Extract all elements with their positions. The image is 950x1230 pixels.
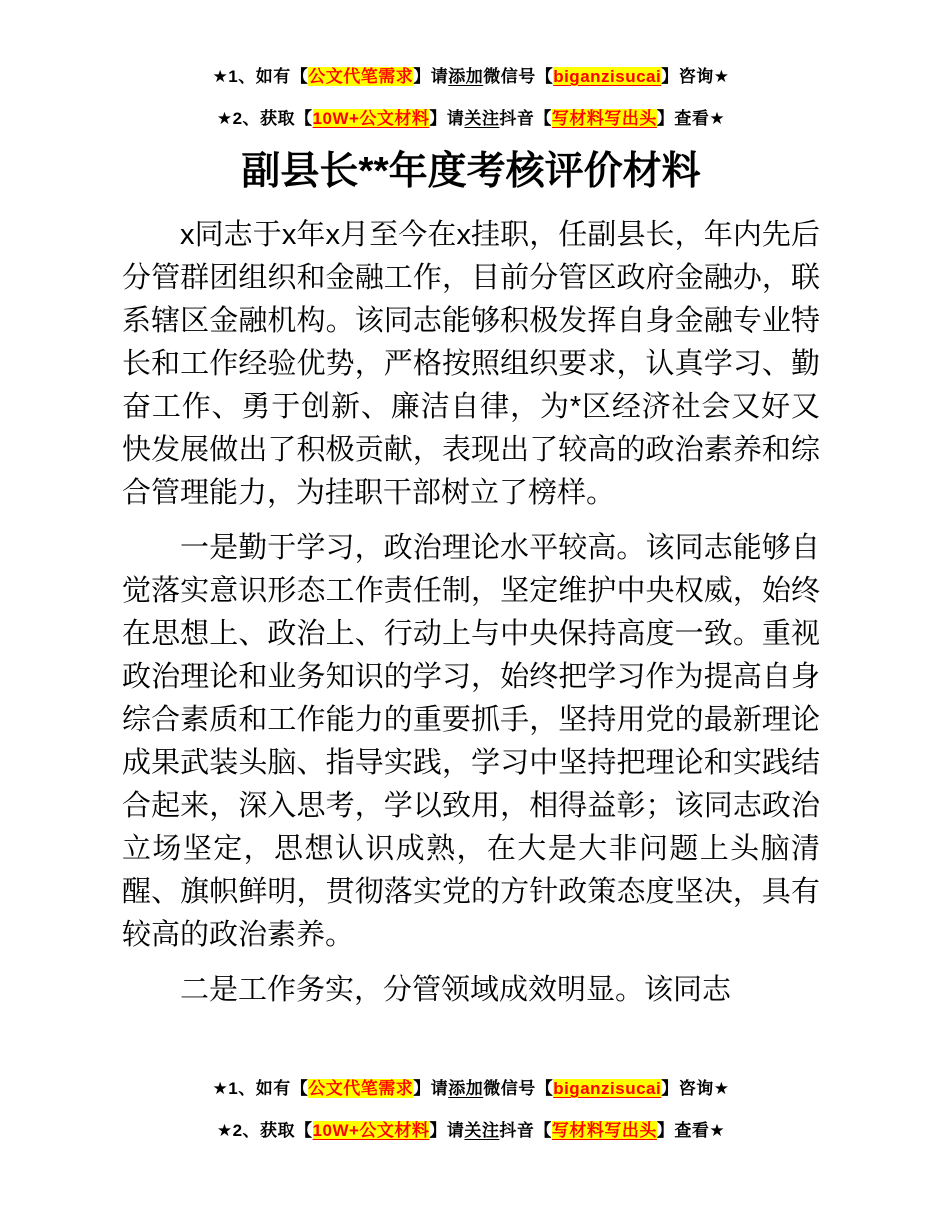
- header-promo: [122, 56, 820, 140]
- footer-promo1-underline-add: 添加: [448, 1079, 484, 1098]
- footer-promo2-mid2: 抖音【: [499, 1121, 552, 1140]
- footer-promo2-prefix: ★2、获取【: [216, 1121, 313, 1140]
- footer-promo-line-1: [122, 1068, 820, 1110]
- footer-promo-line-2: [122, 1110, 820, 1152]
- promo2-prefix: ★2、获取【: [216, 109, 313, 128]
- promo1-highlight-service-need: 公文代笔需求: [308, 67, 414, 86]
- footer-promo2-underline-follow: 关注: [464, 1121, 500, 1140]
- footer-promo1-suffix: 】咨询★: [661, 1079, 730, 1098]
- blank-space: [122, 1012, 820, 1068]
- footer-promo2-highlight-douyin-id: 写材料写出头: [551, 1121, 657, 1140]
- promo1-suffix: 】咨询★: [661, 67, 730, 86]
- promo1-mid1: 】请: [413, 67, 449, 86]
- document-body: [122, 202, 820, 1012]
- header-promo-line-1: [122, 56, 820, 98]
- paragraph-intro: x同志于x年x月至今在x挂职，任副县长，年内先后分管群团组织和金融工作，目前分管区政府金融办，联系辖区金融机构。该同志能够积极发挥自身金融专业特长和工作经验优势，严格按照组织要求，认真学习、勤奋工作、勇于创新、廉洁自律，为*区经济社会又好又快发展做出了积极贡献，表现出了较高的政治素养和综合管理能力，为挂职干部树立了榜样。: [122, 219, 820, 509]
- footer-promo1-highlight-service-need: 公文代笔需求: [308, 1079, 414, 1098]
- promo1-underline-add: 添加: [448, 67, 484, 86]
- footer-promo1-prefix: ★1、如有【: [212, 1079, 309, 1098]
- promo2-highlight-materials: 10W+公文材料: [312, 109, 430, 128]
- promo2-underline-follow: 关注: [464, 109, 500, 128]
- footer-promo1-mid2: 微信号【: [483, 1079, 554, 1098]
- document-title: 副县长**年度考核评价材料: [241, 150, 701, 193]
- footer-promo: [122, 1068, 820, 1152]
- paragraph-point-one: 一是勤于学习，政治理论水平较高。该同志能够自觉落实意识形态工作责任制，坚定维护中央权威，始终在思想上、政治上、行动上与中央保持高度一致。重视政治理论和业务知识的学习，始终把学习作为提高自身综合素质和工作能力的重要抓手，坚持用党的最新理论成果武装头脑、指导实践，学习中坚持把理论和实践结合起来，深入思考，学以致用，相得益彰；该同志政治立场坚定，思想认识成熟，在大是大非问题上头脑清醒、旗帜鲜明，贯彻落实党的方针政策态度坚决，具有较高的政治素养。: [122, 532, 820, 951]
- footer-promo1-mid1: 】请: [413, 1079, 449, 1098]
- promo2-suffix: 】查看★: [656, 109, 726, 128]
- paragraph-point-two: 二是工作务实，分管领域成效明显。该同志: [180, 974, 732, 1006]
- promo2-mid1: 】请: [429, 109, 465, 128]
- promo2-highlight-douyin-id: 写材料写出头: [551, 109, 657, 128]
- promo2-mid2: 抖音【: [499, 109, 552, 128]
- promo1-prefix: ★1、如有【: [212, 67, 309, 86]
- header-promo-line-2: [122, 98, 820, 140]
- footer-promo1-highlight-wechat-id: biganzisucai: [553, 1079, 662, 1098]
- promo1-highlight-wechat-id: biganzisucai: [553, 67, 662, 86]
- footer-promo2-suffix: 】查看★: [656, 1121, 726, 1140]
- footer-promo2-highlight-materials: 10W+公文材料: [312, 1121, 430, 1140]
- footer-promo2-mid1: 】请: [429, 1121, 465, 1140]
- promo1-mid2: 微信号【: [483, 67, 554, 86]
